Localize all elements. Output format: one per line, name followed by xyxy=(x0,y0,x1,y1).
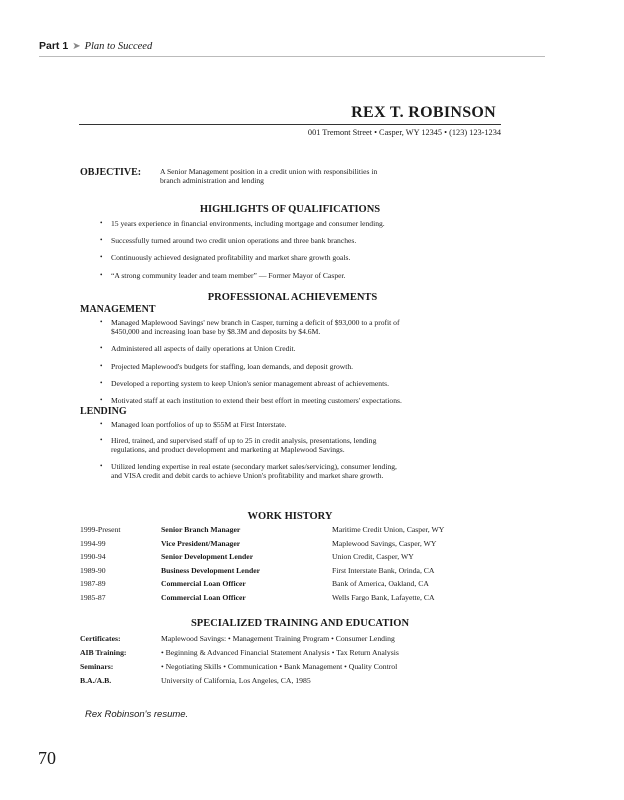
table-row: 1987-89 Commercial Loan Officer Bank of America, Oakland, CA xyxy=(80,579,429,588)
contact-line: 001 Tremont Street • Casper, WY 12345 • (123) 123-1234 xyxy=(307,128,501,137)
training-table xyxy=(80,634,399,690)
lending-list xyxy=(100,420,397,480)
list-item: • Successfully turned around two credit union operations and three bank branches. xyxy=(100,236,357,246)
list-item: • Projected Maplewood's budgets for staffing, loan demands, and deposit growth. xyxy=(100,361,354,371)
table-row: B.A./A.B. University of California, Los Angeles, CA, 1985 xyxy=(80,676,311,685)
list-item: • Managed loan portfolios of up to $55M at First Interstate. xyxy=(100,420,287,429)
highlights-heading: HIGHLIGHTS OF QUALIFICATIONS xyxy=(199,204,381,215)
name-divider xyxy=(79,124,501,125)
arrow-icon: ➤ xyxy=(72,41,81,52)
work-history-table xyxy=(80,525,444,606)
lending-label: LENDING xyxy=(80,406,127,417)
table-row: AIB Training: • Beginning & Advanced Financial Statement Analysis • Tax Return Analysis xyxy=(80,648,399,657)
header-divider xyxy=(39,56,545,57)
list-item: • Administered all aspects of daily operations at Union Credit. xyxy=(100,344,296,354)
objective-line: A Senior Management position in a credit union with responsibilities in xyxy=(160,167,378,176)
training-heading: SPECIALIZED TRAINING AND EDUCATION xyxy=(190,618,410,629)
page-number: 70 xyxy=(38,748,56,768)
list-item: • 15 years experience in financial environments, including mortgage and consumer lending. xyxy=(100,219,385,228)
table-row: 1999-Present Senior Branch Manager Maritime Credit Union, Casper, WY xyxy=(80,525,445,534)
objective-text xyxy=(160,167,377,185)
table-row: Certificates: Maplewood Savings: • Management Training Program • Consumer Lending xyxy=(80,634,395,643)
table-row: 1990-94 Senior Development Lender Union Credit, Casper, WY xyxy=(80,552,414,561)
list-item: • “A strong community leader and team member” — Former Mayor of Casper. xyxy=(100,270,346,280)
list-item: • Developed a reporting system to keep Union's senior management abreast of achievements. xyxy=(100,378,390,388)
table-row: 1989-90 Business Development Lender First Interstate Bank, Orinda, CA xyxy=(80,565,435,575)
objective-label: OBJECTIVE: xyxy=(80,167,142,178)
list-item: • Hired, trained, and supervised staff of up to 25 in credit analysis, presentations, lending regulations, and product development and marketing at Maplewood Savings. xyxy=(100,436,377,455)
table-row: 1994-99 Vice President/Manager Maplewood Savings, Casper, WY xyxy=(80,538,437,548)
management-label: MANAGEMENT xyxy=(80,304,156,315)
management-list xyxy=(100,318,402,405)
work-history-heading: WORK HISTORY xyxy=(247,511,333,522)
highlights-list xyxy=(100,219,385,280)
list-item: • Motivated staff at each institution to extend their best effort in meeting customers' expectations. xyxy=(100,396,402,406)
table-row: Seminars: • Negotiating Skills • Communication • Bank Management • Quality Control xyxy=(80,662,398,671)
objective-line: branch administration and lending xyxy=(160,176,264,186)
part-label: Part 1 xyxy=(39,40,69,52)
figure-caption: Rex Robinson's resume. xyxy=(85,709,189,720)
achievements-heading: PROFESSIONAL ACHIEVEMENTS xyxy=(207,292,378,303)
resume-name: REX T. ROBINSON xyxy=(351,104,496,121)
list-item: • Utilized lending expertise in real estate (secondary market sales/servicing), consumer lending, and VISA credit and debit cards to achieve Union's profitability and market share growth. xyxy=(100,461,397,480)
table-row: 1985-87 Commercial Loan Officer Wells Fargo Bank, Lafayette, CA xyxy=(80,592,435,602)
chapter-title: Plan to Succeed xyxy=(84,41,153,52)
running-head xyxy=(39,40,152,52)
list-item: • Continuously achieved designated profitability and market share growth goals. xyxy=(100,253,351,263)
list-item: • Managed Maplewood Savings' new branch in Casper, turning a deficit of $93,000 to a profit of $450,000 and increasing loan base by $8.3M and deposits by $4.6M. xyxy=(100,318,400,337)
